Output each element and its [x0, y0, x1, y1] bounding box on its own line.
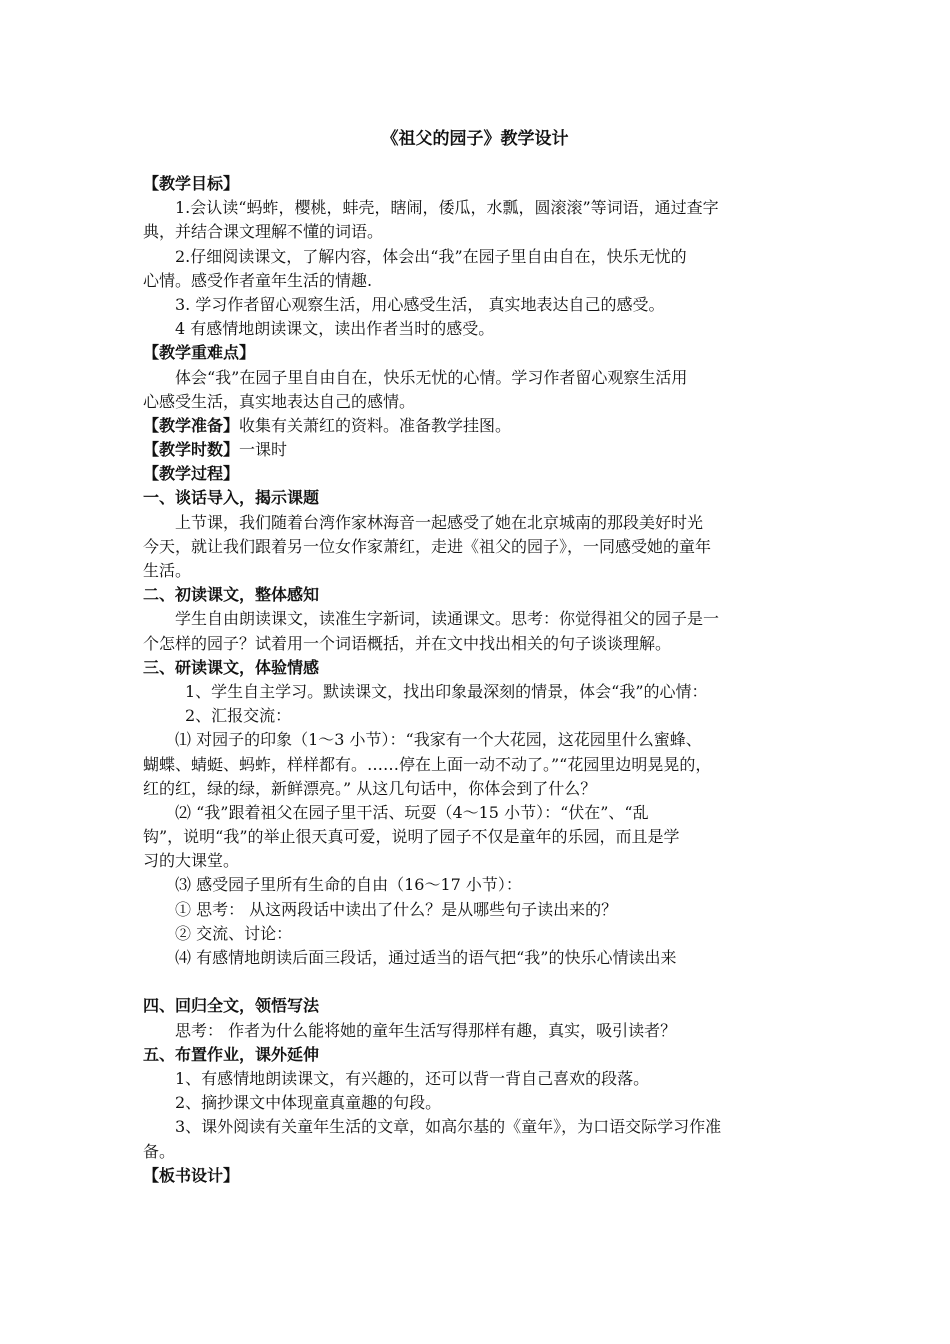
preparation-heading: 【教学准备】 [143, 415, 240, 435]
part5-line: 2、摘抄课文中体现童真童趣的句段。 [175, 1093, 442, 1113]
part3-line: 2、汇报交流： [185, 706, 292, 726]
goals-heading: 【教学目标】 [143, 174, 240, 193]
part1-line: 上节课，我们随着台湾作家林海音一起感受了她在北京城南的那段美好时光 [175, 512, 704, 532]
part3-sub2-line: ⑵ “我”跟着祖父在园子里干活、玩耍（4～15 小节）：“伏在”、“乱 [175, 802, 649, 822]
paragraph-spacer [143, 970, 808, 994]
part5-line: 备。 [143, 1141, 176, 1161]
part1-heading: 一、谈话导入，揭示课题 [143, 488, 320, 508]
goals-line: 1.会认读“蚂蚱，樱桃，蚌壳，瞎闹，倭瓜，水瓢，圆滚滚”等词语，通过查字 [175, 198, 719, 218]
part1-line: 今天，就让我们跟着另一位女作家萧红，走进《祖父的园子》，一同感受她的童年 [143, 536, 712, 556]
part3-sub1-line: ⑴ 对园子的印象（1～3 小节）：“我家有一个大花园，这花园里什么蜜蜂、 [175, 730, 702, 750]
board-design-heading: 【板书设计】 [143, 1165, 240, 1185]
key-points-line: 心感受生活，真实地表达自己的感情。 [143, 391, 416, 411]
part3-sub3-line: ① 思考： 从这两段话中读出了什么？是从哪些句子读出来的？ [175, 899, 618, 919]
part5-line: 3、课外阅读有关童年生活的文章，如高尔基的《童年》，为口语交际学习作准 [175, 1117, 722, 1137]
part5-line: 1、有感情地朗读课文，有兴趣的，还可以背一背自己喜欢的段落。 [175, 1068, 650, 1088]
document-title: 《祖父的园子》教学设计 [381, 129, 569, 149]
part4-line: 思考： 作者为什么能将她的童年生活写得那样有趣，真实，吸引读者？ [175, 1020, 677, 1040]
part2-line: 个怎样的园子？试着用一个词语概括，并在文中找出相关的句子谈谈理解。 [143, 633, 672, 653]
goals-line: 3. 学习作者留心观察生活，用心感受生活， 真实地表达自己的感受。 [175, 294, 665, 314]
key-points-heading: 【教学重难点】 [143, 343, 256, 363]
part1-line: 生活。 [143, 561, 192, 580]
hours-row [143, 438, 808, 462]
part3-sub3-line: ⑷ 有感情地朗读后面三段话，通过适当的语气把“我”的快乐心情读出来 [175, 948, 677, 967]
preparation-text: 收集有关萧红的资料。准备教学挂图。 [239, 415, 512, 435]
part3-sub2-line: 钩”，说明“我”的举止很天真可爱，说明了园子不仅是童年的乐园，而且是学 [143, 827, 680, 847]
part3-sub2-line: 习的大课堂。 [143, 851, 240, 871]
part3-sub3-line: ② 交流、讨论： [175, 923, 293, 943]
part4-heading: 四、回归全文，领悟写法 [143, 996, 320, 1016]
goals-line: 2.仔细阅读课文，了解内容，体会出“我”在园子里自由自在，快乐无忧的 [175, 246, 687, 266]
part3-sub1-line: 蝴蝶、蜻蜓、蚂蚱，样样都有。……停在上面一动不动了。”“花园里边明晃晃的， [143, 754, 712, 774]
preparation-row [143, 414, 808, 438]
hours-heading: 【教学时数】 [143, 440, 240, 460]
goals-line: 典，并结合课文理解不懂的词语。 [143, 222, 384, 242]
process-heading: 【教学过程】 [143, 464, 240, 484]
goals-line: 4 有感情地朗读课文，读出作者当时的感受。 [175, 319, 495, 339]
part3-sub3-line: ⑶ 感受园子里所有生命的自由（16～17 小节）： [175, 875, 522, 895]
goals-line: 心情。感受作者童年生活的情趣. [143, 270, 373, 290]
key-points-line: 体会“我”在园子里自由自在，快乐无忧的心情。学习作者留心观察生活用 [175, 367, 688, 387]
part5-heading: 五、布置作业，课外延伸 [143, 1044, 320, 1064]
part3-line: 1、学生自主学习。默读课文，找出印象最深刻的情景，体会“我”的心情： [185, 681, 708, 701]
hours-text: 一课时 [239, 440, 288, 460]
document-body [143, 172, 808, 1188]
part3-sub1-line: 红的红，绿的绿，新鲜漂亮。” 从这几句话中，你体会到了什么？ [143, 778, 597, 798]
part2-line: 学生自由朗读课文，读准生字新词，读通课文。思考：你觉得祖父的园子是一 [175, 609, 720, 629]
part3-heading: 三、研读课文，体验情感 [143, 657, 320, 677]
part2-heading: 二、初读课文，整体感知 [143, 585, 320, 605]
